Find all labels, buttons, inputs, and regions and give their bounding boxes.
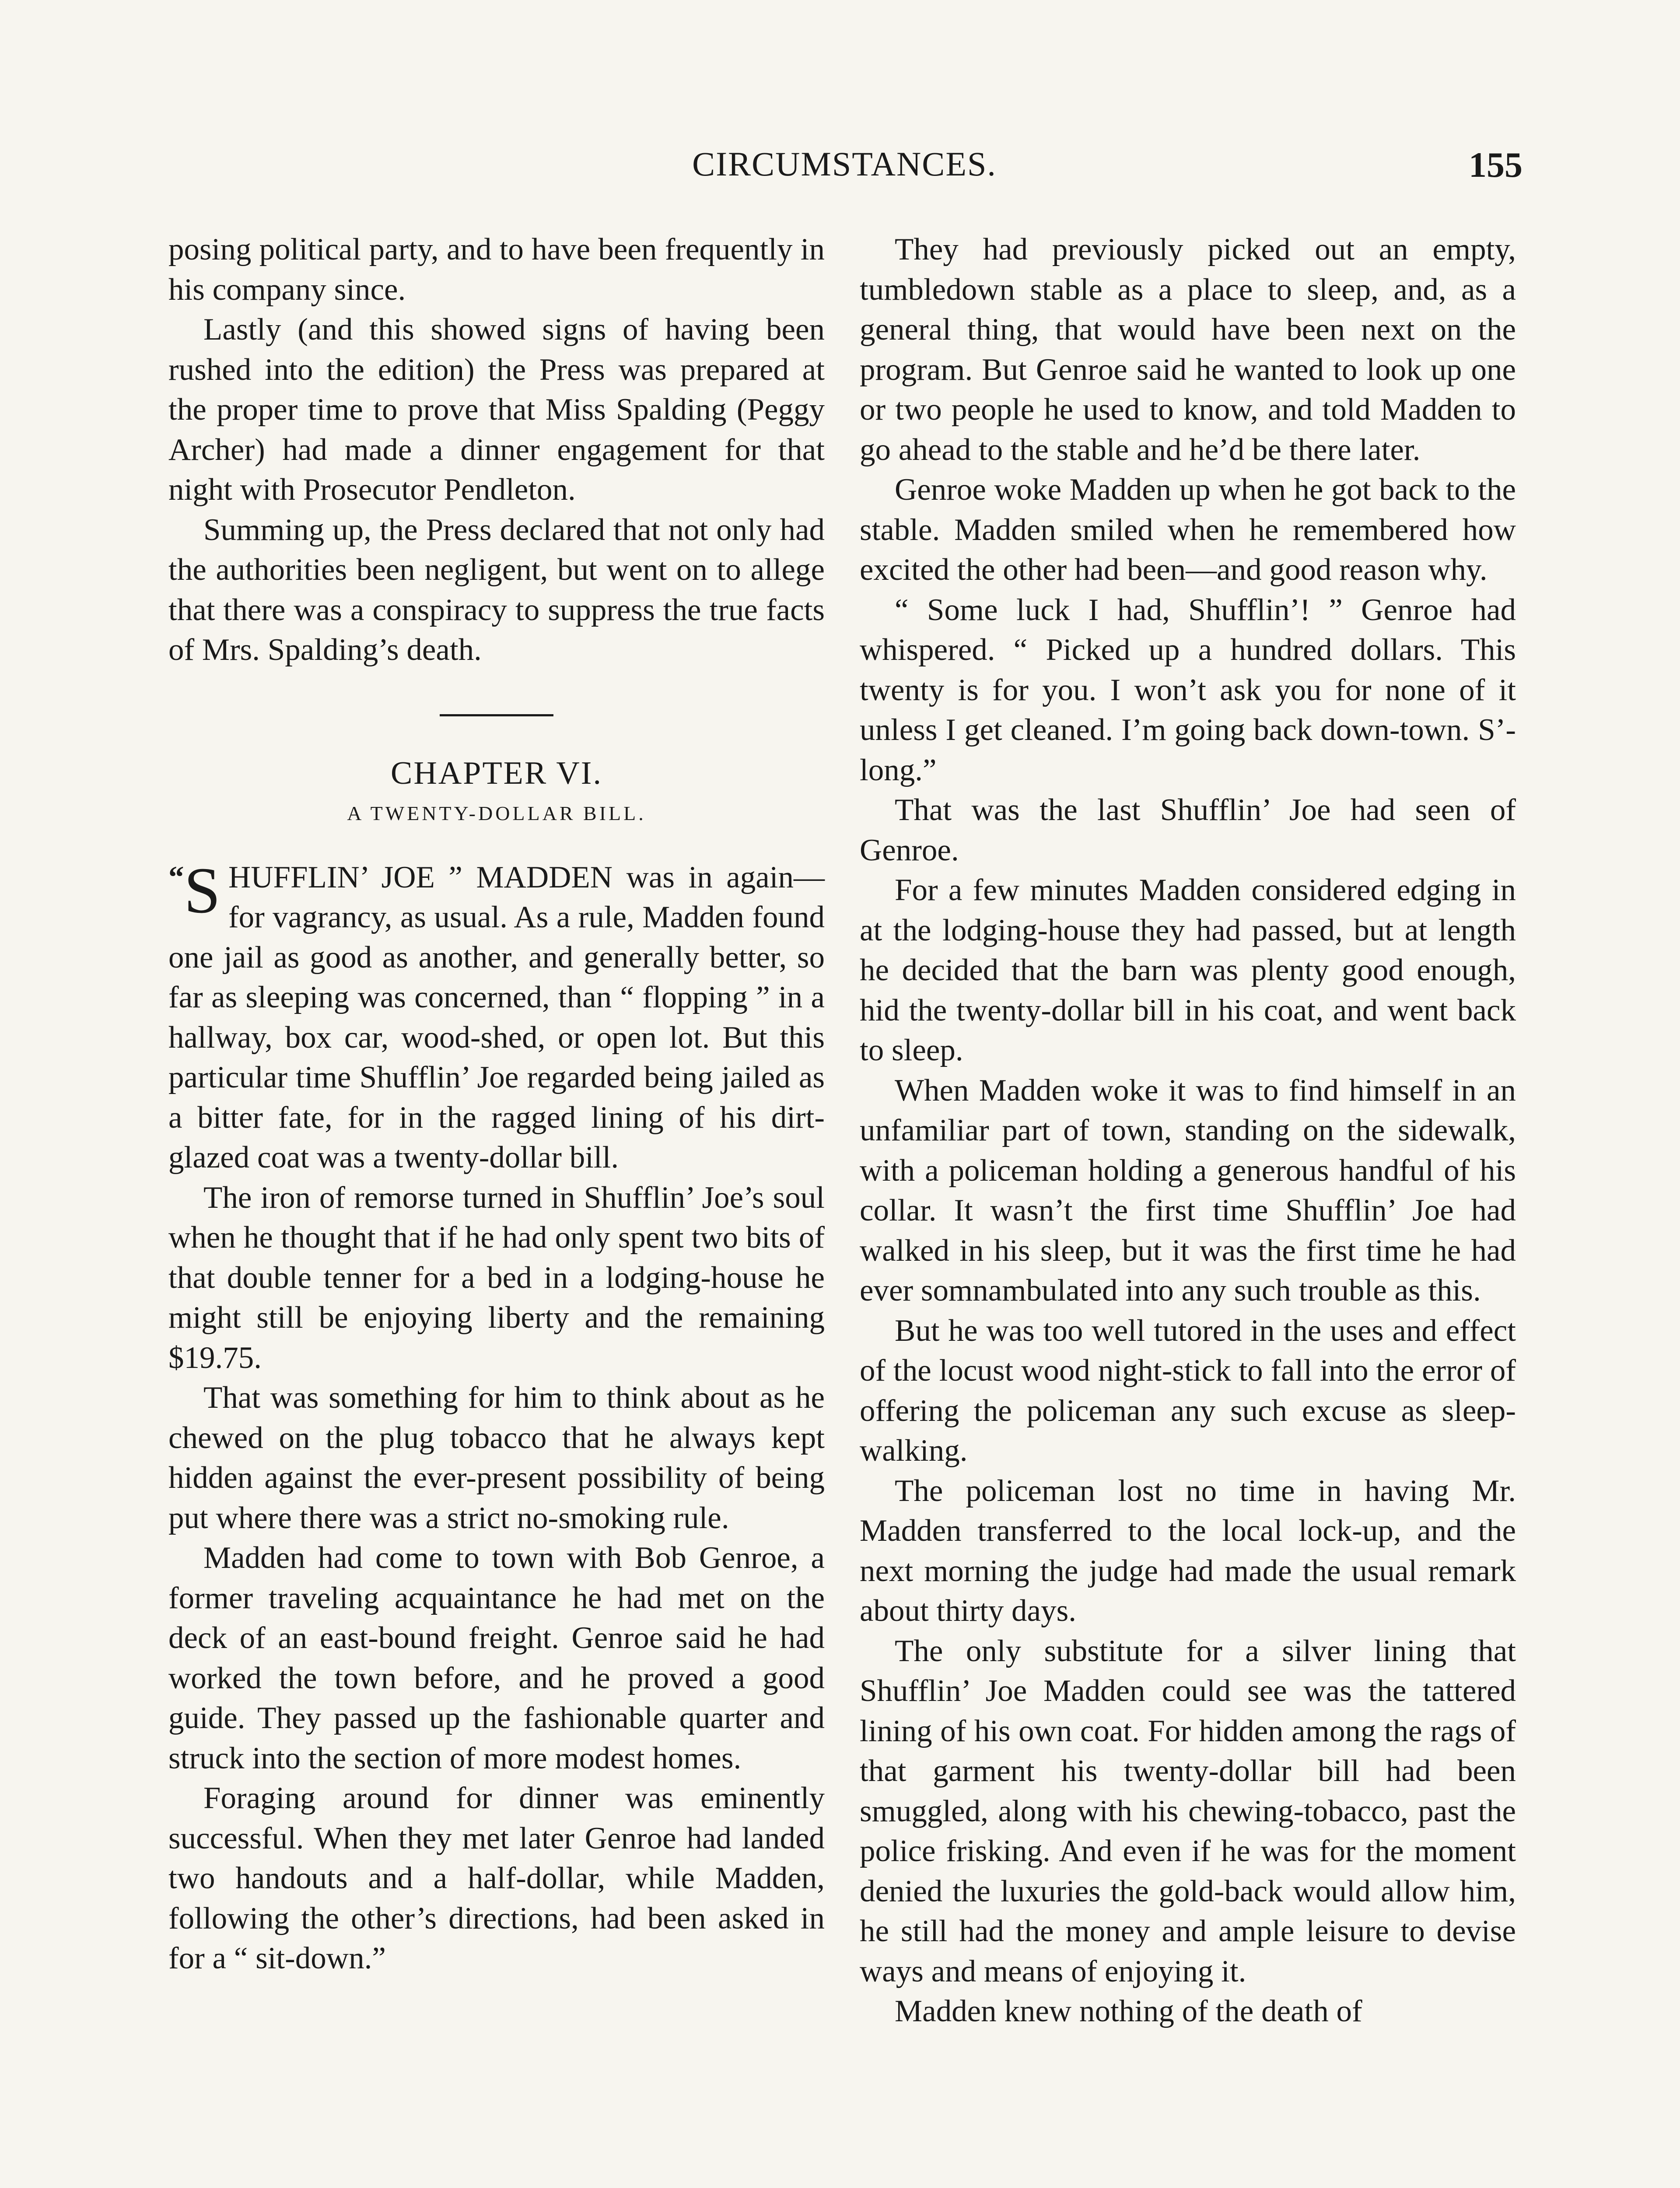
running-head: CIRCUMSTANCES. [692,145,997,183]
page-header [166,144,1522,193]
drop-cap: S [184,854,220,927]
chapter-title: CHAPTER VI. [391,755,602,791]
right-column [860,230,1516,2032]
paragraph: Foraging around for dinner was eminently successful. When they met later Genroe had landed two handouts and a half-dollar, while Madden, following the other’s directions, had been asked in for a “ sit-down.” [168,1781,825,1975]
paragraph: Madden knew nothing of the death of [895,1994,1362,2028]
paragraph: They had previously picked out an empty, tumbledown stable as a place to sleep, and, as a general thing, that would have been next on the program. But Genroe said he wanted to look up one or two people he used to know, and told Madden to go ahead to the stable and he’d be there later. [860,232,1516,467]
paragraph: That was something for him to think about as he chewed on the plug tobacco that he always kept hidden against the ever-present possibility of being put where there was a strict no-smoking rule. [168,1381,825,1535]
left-column [168,230,825,1979]
opening-paragraph-text: HUFFLIN’ JOE ” MADDEN was in again—for vagrancy, as usual. As a rule, Madden found one jail as good as another, and generally better, so far as sleeping was concerned, than “ flopping ” in a hallway, box car, wood-shed, or open lot. But this particular time Shufflin’ Joe regarded being jailed as a bitter fate, for in the ragged lining of his dirt-glazed coat was a twenty-dollar bill. [168,860,825,1175]
paragraph: But he was too well tutored in the uses and effect of the locust wood night-stick to fall into the error of offering the policeman any such excuse as sleep-walking. [860,1313,1516,1468]
paragraph: The only substitute for a silver lining that Shufflin’ Joe Madden could see was the tattered lining of his own coat. For hidden among the rags of that garment his twenty-dollar bill had been smuggled, along with his chewing-tobacco, past the police frisking. And even if he was for the moment denied the luxuries the gold-back would allow him, he still had the money and ample leisure to devise ways and means of enjoying it. [860,1634,1516,1988]
paragraph: The policeman lost no time in having Mr. Madden transferred to the local lock-up, and the next morning the judge had made the usual remark about thirty days. [860,1473,1516,1628]
paragraph: Madden had come to town with Bob Genroe, a former traveling acquaintance he had met on the deck of an east-bound freight. Genroe said he had worked the town before, and he proved a good guide. They passed up the fashionable quarter and struck into the section of more modest homes. [168,1541,825,1775]
paragraph: For a few minutes Madden considered edging in at the lodging-house they had passed, but at length he decided that the barn was plenty good enough, hid the twenty-dollar bill in his coat, and went back to sleep. [860,873,1516,1067]
paragraph: Summing up, the Press declared that not only had the authorities been negligent, but went on to allege that there was a conspiracy to suppress the true facts of Mrs. Spalding’s death. [168,512,825,667]
opening-paragraph [168,854,825,1178]
chapter-subtitle: A TWENTY-DOLLAR BILL. [347,802,646,824]
paragraph: That was the last Shufflin’ Joe had seen of Genroe. [860,793,1516,867]
paragraph: Lastly (and this showed signs of having been rushed into the edition) the Press was prepared at the proper time to prove that Miss Spalding (Peggy Archer) had made a dinner engagement for that night with Prosecutor Pendleton. [168,312,825,507]
section-divider [440,714,553,716]
paragraph: The iron of remorse turned in Shufflin’ Joe’s soul when he thought that if he had only spent two bits of that double tenner for a bed in a lodging-house he might still be enjoying liberty and the remaining $19.75. [168,1180,825,1375]
paragraph: posing political party, and to have been frequently in his company since. [168,232,825,307]
opening-quote-mark: “ [168,860,184,894]
paragraph: Genroe woke Madden up when he got back to the stable. Madden smiled when he remembered how excited the other had been—and good reason why. [860,473,1516,587]
page-number: 155 [1469,145,1522,185]
paragraph: When Madden woke it was to find himself in an unfamiliar part of town, standing on the sidewalk, with a policeman holding a generous handful of his collar. It wasn’t the first time Shufflin’ Joe had walked in his sleep, but it was the first time he had ever somnambulated into any such trouble as this. [860,1073,1516,1308]
paragraph: “ Some luck I had, Shufflin’! ” Genroe had whispered. “ Picked up a hundred dollars. This twenty is for you. I won’t ask you for none of it unless I get cleaned. I’m going back down-town. S’-long.” [860,593,1516,787]
